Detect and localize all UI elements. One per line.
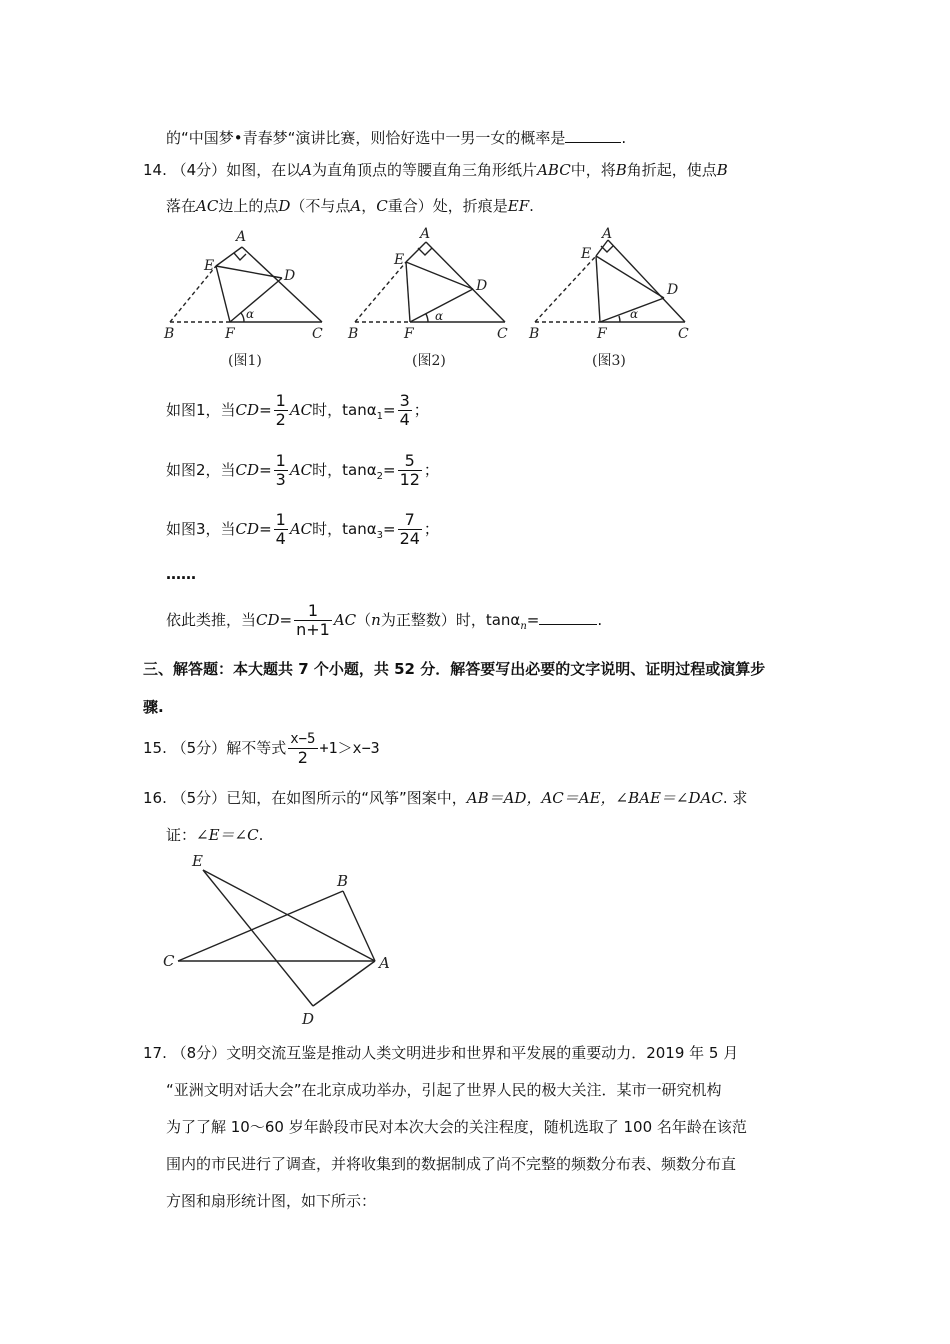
label-A: A [602,226,613,242]
q17-line1: 17. （8分）文明交流互鉴是推动人类文明进步和世界和平发展的重要动力．2019 年 5 月 [143,1044,739,1062]
label-F: F [597,326,607,342]
q16-line2: 证：∠E＝∠C. [166,826,264,844]
caption-fig2: (图2) [412,353,446,369]
label-E: E [204,258,215,274]
label-A: A [420,226,431,242]
label-A: A [236,229,247,245]
fraction: $\frac{7}{24}$ [399,510,420,548]
label-B: B [164,326,175,342]
line-ED [406,262,473,289]
q17-line3: 为了了解 10～60 岁年龄段市民对本次大会的关注程度，随机选取了 100 名年龄在该范 [166,1118,747,1136]
label-C: C [312,326,323,342]
alpha-arc [241,313,244,322]
fraction: $\frac{x-5}{2}$ [290,731,316,767]
q14-line1: 14. （4分）如图，在以A为直角顶点的等腰直角三角形纸片ABC中，将B角折起，使点B [143,161,728,179]
alpha-arc [619,316,620,322]
label-B: B [337,872,349,890]
label-alpha: α [630,307,639,321]
line-ED [203,870,313,1006]
q16-line1: 16. （5分）已知，在如图所示的“风筝”图案中，AB＝AD，AC＝AE，∠BAE＝∠DAC. 求 [143,789,748,807]
line-AE [406,242,426,262]
line-EF [596,256,600,322]
section-3-heading-cont: 骤. [143,698,164,716]
caption-fig3: (图3) [592,353,626,369]
q14-line2: 落在AC边上的点D（不与点A，C重合）处，折痕是EF. [166,197,534,215]
label-F: F [225,326,235,342]
label-E: E [394,252,405,268]
line-BE [170,266,216,322]
label-D: D [302,1010,315,1028]
line-EA [203,870,375,961]
q14-figures [150,222,710,377]
q14-case-2: 如图2，当CD= $\frac{1}{3}$ AC时，tanα$_2$= $\frac{5}{12}$ ； [166,451,439,489]
line-AC [608,240,685,322]
right-angle-mark [234,253,246,260]
label-C: C [163,952,175,970]
label-F: F [404,326,414,342]
right-angle-mark [418,248,432,255]
answer-blank [539,610,597,625]
q17-line4: 围内的市民进行了调查，并将收集到的数据制成了尚不完整的频数分布表、频数分布直 [166,1155,737,1173]
fraction: $\frac{5}{12}$ [399,451,420,489]
line-ED [596,256,664,298]
line-BA [343,891,375,961]
q14-case-3: 如图3，当CD= $\frac{1}{4}$ AC时，tanα$_3$= $\frac{7}{24}$ ； [166,510,439,548]
line-EF [216,266,230,322]
q14-case-1: 如图1，当CD= $\frac{1}{2}$ AC时，tanα$_1$= $\frac{3}{4}$ ； [166,391,429,429]
label-B: B [529,326,540,342]
figure-3 [535,240,685,322]
q14-general-case: 依此类推，当CD= $\frac{1}{n+1}$ AC（n为正整数）时，tanα$_n$= . [166,601,603,639]
right-angle-mark [601,246,613,252]
line-EF [406,262,410,322]
label-D: D [284,268,296,284]
answer-blank [565,128,621,143]
line-AE [596,240,608,256]
label-A: A [379,954,390,972]
label-D: D [667,282,679,298]
label-E: E [192,852,203,870]
question-score: （4分） [171,161,227,179]
question-number: 14. [143,161,167,179]
line-DA [313,961,375,1006]
q17-line5: 方图和扇形统计图，如下所示： [166,1192,377,1210]
question-number: 16. [143,789,167,807]
line-ED [216,266,282,278]
label-alpha: α [435,309,444,323]
question-score: （8分） [171,1044,227,1062]
label-C: C [497,326,508,342]
label-E: E [581,246,592,262]
label-C: C [678,326,689,342]
q17-line2: “亚洲文明对话大会”在北京成功举办，引起了世界人民的极大关注．某市一研究机构 [166,1081,722,1099]
question-number: 15. [143,739,167,757]
line-BE [535,256,596,322]
ellipsis: …… [166,565,196,583]
line-BE [355,262,406,322]
alpha-arc [426,314,428,322]
q13-tail-line: 的“中国梦•青春梦“演讲比赛，则恰好选中一男一女的概率是 . [166,129,627,147]
line-AE [216,247,242,266]
section-3-heading: 三、解答题：本大题共 7 个小题，共 52 分．解答要写出必要的文字说明、证明过程或演算步 [143,660,766,678]
line-CB [178,891,343,961]
label-alpha: α [246,307,255,321]
caption-fig1: (图1) [228,353,262,369]
question-number: 17. [143,1044,167,1062]
fraction: $\frac{3}{4}$ [399,391,410,429]
question-score: （5分） [171,789,227,807]
fraction: $\frac{1}{4}$ [275,510,286,548]
fraction: $\frac{1}{2}$ [275,391,286,429]
q16-kite-figure [155,848,405,1028]
label-D: D [476,278,488,294]
line-FD [230,278,282,322]
fraction: $\frac{1}{3}$ [275,451,286,489]
q15-line: 15. （5分）解不等式 $\frac{x-5}{2}$ +1＞x−3 [143,731,380,767]
fraction: $\frac{1}{n+1}$ [296,601,330,639]
label-B: B [348,326,359,342]
question-score: （5分） [171,739,227,757]
